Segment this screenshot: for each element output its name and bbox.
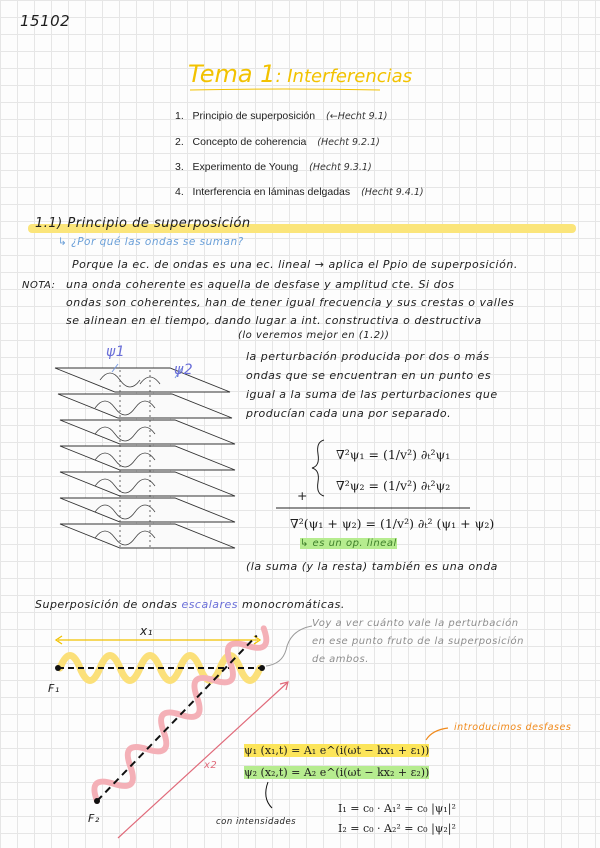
toc-label: Experimento de Young	[192, 161, 299, 173]
f2-label: F₂	[88, 812, 100, 825]
toc-ref: (Hecht 9.2.1)	[317, 137, 380, 148]
phase-note: introducimos desfases	[454, 722, 572, 733]
wave-2-text: ψ₂ (x₂,t) = A₂ e^(i(ωt − kx₂ + ε₂))	[244, 766, 430, 779]
equation-sum: ∇²(ψ₁ + ψ₂) = (1/v²) ∂ₜ² (ψ₁ + ψ₂)	[290, 516, 495, 531]
linear-operator-note: ↳ es un op. lineal	[300, 538, 397, 549]
toc-num: 2.	[175, 136, 184, 148]
x1-label: x₁	[140, 624, 153, 638]
equation-2: ∇²ψ₂ = (1/v²) ∂ₜ²ψ₂	[336, 478, 451, 493]
equation-1: ∇²ψ₁ = (1/v²) ∂ₜ²ψ₁	[336, 447, 451, 462]
line-porque: Porque la ec. de ondas es una ec. lineal → aplica el Ppio de superposición.	[72, 258, 518, 271]
toc-label: Principio de superposición	[192, 110, 316, 122]
wave-2-equation	[244, 766, 429, 779]
toc-label: Concepto de coherencia	[192, 136, 307, 148]
f1-label: F₁	[48, 682, 60, 695]
explanation-line-3: igual a la suma de las perturbaciones que	[246, 388, 498, 401]
heading-part-b: escalares	[181, 598, 239, 611]
toc-ref: (Hecht 9.3.1)	[309, 162, 372, 173]
title-sub: : Interferencias	[275, 66, 413, 87]
explanation-line-2: ondas que se encuentran en un punto es	[246, 369, 492, 382]
explanation-line-4: producían cada una por separado.	[246, 407, 452, 420]
nota-line-3: se alinean en el tiempo, dando lugar a int. constructiva o destructiva	[66, 314, 482, 327]
comment-line-1: Voy a ver cuánto vale la perturbación	[312, 618, 519, 629]
section-question: ↳ ¿Por qué las ondas se suman?	[58, 236, 244, 248]
date-label: 15102	[20, 12, 71, 30]
intensity-1: I₁ = c₀ · A₁² = c₀ |ψ₁|²	[338, 802, 456, 815]
toc-num: 1.	[175, 110, 184, 122]
comment-line-3: de ambos.	[312, 654, 369, 665]
toc-label: Interferencia en láminas delgadas	[192, 186, 351, 198]
nota-line-4: (lo veremos mejor en (1.2))	[238, 330, 390, 341]
nota-line-2: ondas son coherentes, han de tener igual frecuencia y sus crestas o valles	[66, 296, 515, 309]
heading-part-a: Superposición de ondas	[35, 598, 178, 611]
equation-plus: +	[297, 488, 308, 503]
nota-label: NOTA:	[22, 280, 56, 291]
x2-label: x2	[204, 760, 218, 771]
toc-num: 3.	[175, 161, 184, 173]
section-heading: 1.1) Principio de superposición	[35, 216, 251, 231]
wave-1-text: ψ₁ (x₁,t) = A₁ e^(i(ωt − kx₁ + ε₁))	[244, 744, 430, 757]
intensity-label: con intensidades	[216, 817, 297, 827]
explanation-line-1: la perturbación producida por dos o más	[246, 350, 490, 363]
toc-ref: (←Hecht 9.1)	[326, 111, 388, 122]
conclusion-line: (la suma (y la resta) también es una onda	[246, 560, 498, 573]
psi2-label: ψ2	[174, 362, 194, 378]
comment-line-2: en ese punto fruto de la superposición	[312, 636, 524, 647]
toc-ref: (Hecht 9.4.1)	[361, 187, 424, 198]
nota-line-1: una onda coherente es aquella de desfase y amplitud cte. Si dos	[66, 278, 455, 291]
psi1-label: ψ1	[106, 344, 126, 360]
title-main: Tema 1	[188, 60, 276, 88]
heading-part-c: monocromáticas.	[242, 598, 345, 611]
wave-1-equation	[244, 744, 429, 757]
intensity-2: I₂ = c₀ · A₂² = c₀ |ψ₂|²	[338, 822, 456, 835]
toc-num: 4.	[175, 186, 184, 198]
